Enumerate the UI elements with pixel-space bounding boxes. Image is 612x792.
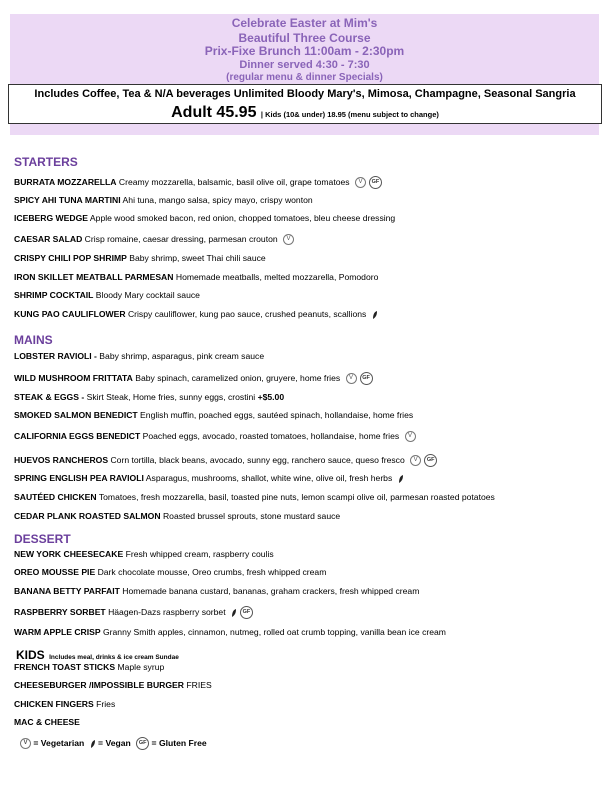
item-desc: Baby spinach, caramelized onion, gruyere, home fries xyxy=(132,372,341,383)
menu-item xyxy=(14,662,164,672)
item-name: WARM APPLE CRISP xyxy=(14,627,101,637)
item-name: BANANA BETTY PARFAIT xyxy=(14,586,120,596)
item-name: CAESAR SALAD xyxy=(14,234,83,244)
section-starters-title: STARTERS xyxy=(14,155,78,169)
menu-item xyxy=(14,410,413,420)
menu-item xyxy=(14,680,212,690)
includes-text: Includes Coffee, Tea & N/A beverages Unlimited Bloody Mary's, Mimosa, Champagne, Seasonal Sangria xyxy=(34,88,576,100)
header-line-2: Beautiful Three Course xyxy=(238,31,371,45)
gluten-free-icon: GF xyxy=(360,372,373,385)
menu-item xyxy=(14,606,253,619)
menu-item xyxy=(14,567,326,577)
vegan-leaf-icon xyxy=(231,608,237,618)
menu-item xyxy=(14,234,294,245)
vegetarian-icon: V xyxy=(355,177,366,188)
item-name: SHRIMP COCKTAIL xyxy=(14,290,94,300)
vegan-leaf-icon xyxy=(398,474,404,484)
adult-price: Adult 45.95 xyxy=(171,104,257,121)
item-desc: Häagen-Dazs raspberry sorbet xyxy=(105,606,226,617)
item-name: FRENCH TOAST STICKS xyxy=(14,662,116,672)
menu-item xyxy=(14,176,382,189)
item-name: CEDAR PLANK ROASTED SALMON xyxy=(14,511,161,521)
vegan-leaf-icon xyxy=(372,310,378,320)
gluten-free-icon: GF xyxy=(424,454,437,467)
legend-vegetarian: = Vegetarian xyxy=(31,737,87,748)
menu-item xyxy=(14,372,373,385)
kids-price: | Kids (10& under) 18.95 (menu subject to change) xyxy=(260,110,439,119)
section-kids-title: KIDS xyxy=(16,648,45,662)
item-name: KUNG PAO CAULIFLOWER xyxy=(14,309,126,319)
legend-gluten-free: = Gluten Free xyxy=(149,737,207,748)
item-name: ICEBERG WEDGE xyxy=(14,213,89,223)
item-desc: Bloody Mary cocktail sauce xyxy=(93,290,200,300)
menu-item xyxy=(14,431,416,442)
item-desc: Fresh whipped cream, raspberry coulis xyxy=(123,549,274,559)
item-desc: Fries xyxy=(93,699,116,709)
item-name: CALIFORNIA EGGS BENEDICT xyxy=(14,431,141,441)
vegetarian-icon: V xyxy=(410,455,421,466)
menu-item xyxy=(14,586,419,596)
price-line xyxy=(9,104,601,122)
item-name: CRISPY CHILI POP SHRIMP xyxy=(14,253,127,263)
item-desc: Skirt Steak, Home fries, sunny eggs, crostini xyxy=(84,392,258,402)
item-desc: Ahi tuna, mango salsa, spicy mayo, crispy wonton xyxy=(120,195,313,205)
item-desc: Crispy cauliflower, kung pao sauce, crushed peanuts, scallions xyxy=(125,309,367,319)
item-name: WILD MUSHROOM FRITTATA xyxy=(14,372,133,383)
item-name: SPRING ENGLISH PEA RAVIOLI xyxy=(14,473,144,483)
header-line-3: Prix-Fixe Brunch 11:00am - 2:30pm xyxy=(204,44,405,58)
gluten-free-icon: GF xyxy=(369,176,382,189)
header-line-4: Dinner served 4:30 - 7:30 xyxy=(239,59,370,71)
item-name: CHEESEBURGER /IMPOSSIBLE BURGER xyxy=(14,680,184,690)
item-desc: Baby shrimp, sweet Thai chili sauce xyxy=(126,253,266,263)
item-desc: FRIES xyxy=(184,680,212,690)
section-dessert-title: DESSERT xyxy=(14,532,71,546)
item-desc: Maple syrup xyxy=(115,662,165,672)
item-name: SPICY AHI TUNA MARTINI xyxy=(14,195,121,205)
menu-item xyxy=(14,309,378,320)
item-desc: Corn tortilla, black beans, avocado, sunny egg, ranchero sauce, queso fresco xyxy=(108,454,405,465)
menu-item xyxy=(14,511,340,521)
menu-item xyxy=(14,351,264,361)
vegetarian-icon: V xyxy=(20,738,31,749)
item-name: NEW YORK CHEESECAKE xyxy=(14,549,124,559)
vegetarian-icon: V xyxy=(405,431,416,442)
menu-item xyxy=(14,717,80,727)
item-desc: Tomatoes, fresh mozzarella, basil, toasted pine nuts, lemon scampi olive oil, parmesan roasted potatoes xyxy=(96,492,495,502)
menu-item xyxy=(14,195,313,205)
gluten-free-icon: GF xyxy=(136,737,149,750)
item-desc: Baby shrimp, asparagus, pink cream sauce xyxy=(96,351,265,361)
item-desc: Roasted brussel sprouts, stone mustard sauce xyxy=(160,511,341,521)
menu-item xyxy=(14,699,115,709)
header-line-5: (regular menu & dinner Specials) xyxy=(226,72,383,83)
pricing-box xyxy=(8,84,602,124)
item-desc: Homemade meatballs, melted mozzarella, Pomodoro xyxy=(173,272,379,282)
upcharge: +$5.00 xyxy=(257,392,285,402)
item-name: LOBSTER RAVIOLI - xyxy=(14,351,97,361)
item-desc: Dark chocolate mousse, Oreo crumbs, fresh whipped cream xyxy=(95,567,327,577)
item-desc: Creamy mozzarella, balsamic, basil olive oil, grape tomatoes xyxy=(116,176,350,187)
menu-item xyxy=(14,253,266,263)
menu-item xyxy=(14,272,378,282)
item-name: MAC & CHEESE xyxy=(14,717,80,727)
item-desc: English muffin, poached eggs, sautéed spinach, hollandaise, home fries xyxy=(137,410,414,420)
menu-item xyxy=(14,492,495,502)
item-name: CHICKEN FINGERS xyxy=(14,699,94,709)
vegetarian-icon: V xyxy=(346,373,357,384)
legend-vegan: = Vegan xyxy=(95,737,134,748)
item-name: STEAK & EGGS - xyxy=(14,392,85,402)
menu-item xyxy=(14,290,200,300)
section-mains-title: MAINS xyxy=(14,333,53,347)
item-name: HUEVOS RANCHEROS xyxy=(14,454,109,465)
gluten-free-icon: GF xyxy=(240,606,253,619)
item-name: OREO MOUSSE PIE xyxy=(14,567,96,577)
vegetarian-icon: V xyxy=(283,234,294,245)
header-line-1: Celebrate Easter at Mim's xyxy=(231,16,378,30)
menu-item xyxy=(14,473,404,484)
item-name: BURRATA MOZZARELLA xyxy=(14,176,117,187)
menu-item xyxy=(14,213,395,223)
item-name: IRON SKILLET MEATBALL PARMESAN xyxy=(14,272,174,282)
item-desc: Apple wood smoked bacon, red onion, chopped tomatoes, bleu cheese dressing xyxy=(88,213,396,223)
item-desc: Homemade banana custard, bananas, graham crackers, fresh whipped cream xyxy=(119,586,420,596)
item-name: RASPBERRY SORBET xyxy=(14,606,106,617)
menu-item xyxy=(14,627,446,637)
item-name: SAUTÉED CHICKEN xyxy=(14,492,97,502)
menu-item xyxy=(14,454,437,467)
item-desc: Granny Smith apples, cinnamon, nutmeg, rolled oat crumb topping, vanilla bean ice cream xyxy=(100,627,446,637)
item-desc: Asparagus, mushrooms, shallot, white wine, olive oil, fresh herbs xyxy=(143,473,393,483)
kids-note: Includes meal, drinks & ice cream Sundae xyxy=(49,654,179,661)
menu-item xyxy=(14,392,284,402)
menu-item xyxy=(14,549,274,559)
item-desc: Poached eggs, avocado, roasted tomatoes, hollandaise, home fries xyxy=(140,431,400,441)
item-name: SMOKED SALMON BENEDICT xyxy=(14,410,138,420)
dietary-legend xyxy=(20,737,207,750)
item-desc: Crisp romaine, caesar dressing, parmesan crouton xyxy=(82,234,278,244)
